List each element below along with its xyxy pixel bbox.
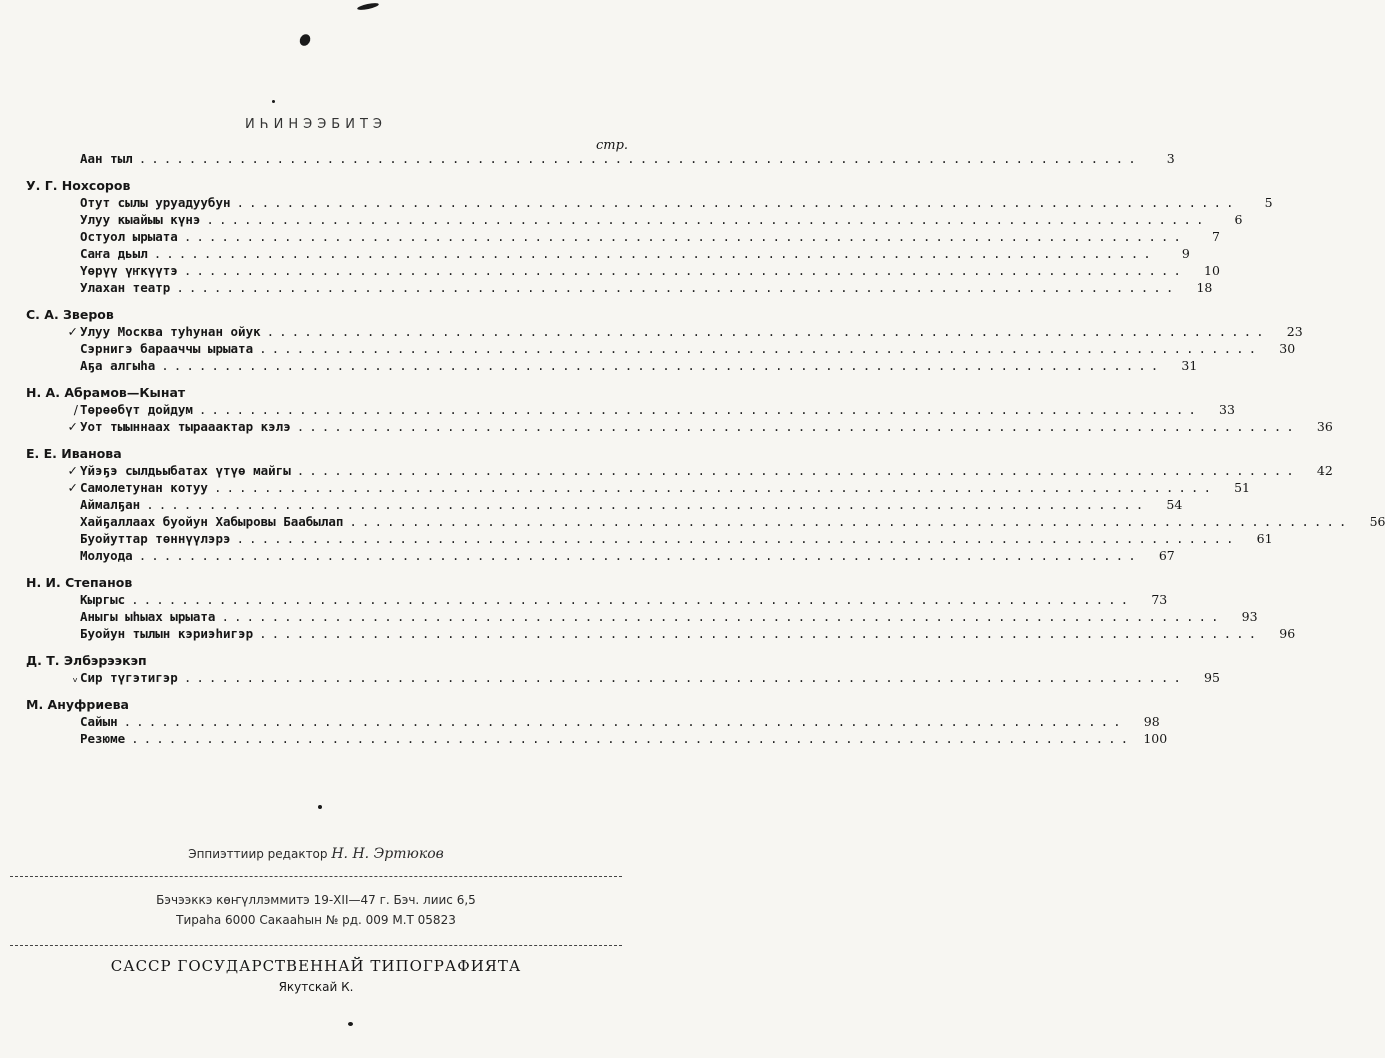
toc-author: С. А. Зверов [26,307,114,322]
page-column-label: стр. [596,138,629,153]
dot-leader: ................................................................................ [198,402,1201,417]
imprint-line-2: Тираһа 6000 Сакааһын № рд. 009 М.Т 05823 [176,913,456,927]
handwritten-check-mark: / [73,402,78,417]
printer-name: САССР ГОСУДАРСТВЕННАЙ ТИПОГРАФИЯТА [110,957,522,975]
toc-entry [26,591,1168,608]
toc-entry-page: 10 [1204,263,1220,278]
toc-entry [26,245,1190,262]
toc-author: Е. Е. Иванова [26,446,122,461]
toc-entry [26,496,1183,513]
toc-entry-page: 7 [1211,229,1220,244]
toc-entry [26,608,1258,625]
toc-author: Д. Т. Элбэрээкэп [26,653,147,668]
toc-entry-title: Сайын [80,714,118,729]
toc-entry [26,228,1220,245]
dot-leader: ................................................................................ [176,280,1179,295]
toc-entry [26,418,1333,435]
handwritten-check-mark: ✓ [67,419,78,434]
toc-entry-page: 31 [1181,358,1198,373]
dot-leader: ................................................................................ [138,151,1141,166]
toc-entry [26,669,1220,686]
handwritten-check-mark: ᵥ [72,670,78,685]
toc-entry-title: Буойун тылын кэриэһигэр [80,626,254,641]
ink-speck [298,32,313,47]
dot-leader: ................................................................................ [131,731,1134,746]
toc-entry-page: 67 [1158,548,1175,563]
toc-group [26,177,1273,296]
toc-entry-page: 56 [1369,514,1385,529]
ink-speck [318,805,322,809]
dot-leader: ................................................................................ [138,548,1141,563]
toc-entry-title: Резюме [80,731,126,746]
divider [10,876,622,877]
dot-leader: ................................................................................ [296,463,1299,478]
editor-label: Эппиэттиир редактор [188,847,328,861]
handwritten-check-mark: ✓ [67,463,78,478]
dot-leader: ................................................................................ [206,212,1209,227]
toc-entry-title: Сир түгэтигэр [80,670,178,685]
toc-entry [26,340,1296,357]
toc-group [26,696,1168,747]
toc-entry-title: Кыргыс [80,592,126,607]
toc-entry-title: Уот тыыннаах тырааактар кэлэ [80,419,291,434]
toc-entry-title: Самолетунан котуу [80,480,208,495]
toc-entry [26,547,1175,564]
toc-author: У. Г. Нохсоров [26,178,131,193]
toc-entry [26,211,1243,228]
toc-author: Н. А. Абрамов—Кынат [26,385,186,400]
toc-entry [26,530,1273,547]
divider [10,945,622,946]
ink-speck [272,100,275,103]
toc-entry-title: Үөрүү үҥкүүтэ [80,263,178,278]
dot-leader: ................................................................................ [236,195,1239,210]
ink-speck [357,2,380,11]
dot-leader: ................................................................................ [221,609,1224,624]
toc-entry [26,150,1175,167]
dot-leader: ................................................................................ [183,670,1186,685]
toc-entry [26,279,1213,296]
toc-entry-title: Аныгы ыһыах ырыата [80,609,216,624]
toc-entry-title: Саҥа дьыл [80,246,148,261]
toc-entry-title: Хайҕаллаах буойун Хабыровы Баабылап [80,514,344,529]
dot-leader: ................................................................................ [236,531,1239,546]
printer-city: Якутскай К. [278,980,354,994]
dot-leader: ................................................................................ [259,626,1262,641]
dot-leader: ................................................................................ [213,480,1216,495]
dot-leader: ................................................................................ [123,714,1126,729]
toc-entry [26,713,1160,730]
ink-speck [348,1022,353,1026]
dot-leader: ................................................................................ [131,592,1134,607]
toc-entry [26,194,1273,211]
toc-author: М. Ануфриева [26,697,129,712]
toc-entry-title: Аан тыл [80,151,133,166]
toc-entry-page: 23 [1286,324,1303,339]
toc-group [26,384,1333,435]
toc-entry-title: Остуол ырыата [80,229,178,244]
toc-entry [26,323,1303,340]
toc-entry-page: 36 [1316,419,1333,434]
dot-leader: ................................................................................ [296,419,1299,434]
imprint-line-1: Бэчээккэ көҥүллэммитэ 19-ХII—47 г. Бэч. лиис 6,5 [156,893,476,907]
toc-entry-title: Сэрнигэ барааччы ырыата [80,341,254,356]
toc-title: ИҺИНЭЭБИТЭ [245,117,387,132]
dot-leader: ................................................................................ [266,324,1269,339]
toc-entry-page: 93 [1241,609,1258,624]
toc-group [26,445,1385,564]
toc-entry-title: Улуу Москва туһунан ойук [80,324,261,339]
toc-entry [26,462,1333,479]
dot-leader: ................................................................................ [349,514,1352,529]
toc-entry-page: 61 [1256,531,1273,546]
toc-entry-title: Отут сылы уруадуубун [80,195,231,210]
handwritten-check-mark: ✓ [67,480,78,495]
toc-group [26,150,1175,167]
toc-entry [26,479,1250,496]
toc-entry-page: 18 [1196,280,1213,295]
dot-leader: ................................................................................ [153,246,1156,261]
toc-entry-page: 6 [1234,212,1243,227]
toc-entry-title: Үйэҕэ сылдьыбатах үтүө майгы [80,463,291,478]
dot-leader: ................................................................................ [259,341,1262,356]
toc-entry-page: 95 [1204,670,1220,685]
toc-entry-title: Төрөөбүт дойдум [80,402,193,417]
toc-entry [26,262,1220,279]
handwritten-check-mark: ✓ [67,324,78,339]
toc-entry-title: Аймалҕан [80,497,141,512]
toc-entry [26,625,1296,642]
toc-author: Н. И. Степанов [26,575,133,590]
toc-entry-page: 96 [1279,626,1296,641]
toc-group [26,574,1296,642]
toc-group [26,652,1220,686]
toc-entry-page: 98 [1143,714,1160,729]
dot-leader: ................................................................................ [146,497,1149,512]
toc-entry-page: 42 [1316,463,1333,478]
dot-leader: ................................................................................ [161,358,1164,373]
toc-entry [26,513,1385,530]
toc-entry-title: Улахан театр [80,280,171,295]
toc-entry-title: Аҕа алгыһа [80,358,156,373]
toc-entry-page: 9 [1181,246,1190,261]
toc-entry-page: 54 [1166,497,1183,512]
toc-group [26,306,1303,374]
table-of-contents [26,150,1385,757]
toc-entry [26,401,1235,418]
toc-entry-page: 100 [1143,731,1168,746]
dot-leader: ................................................................................ [183,229,1186,244]
toc-entry-title: Буойуттар төннүүлэрэ [80,531,231,546]
toc-entry-page: 73 [1151,592,1168,607]
dot-leader: ................................................................................ [183,263,1186,278]
toc-entry-page: 3 [1166,151,1175,166]
toc-entry-page: 30 [1279,341,1296,356]
toc-entry-page: 33 [1219,402,1235,417]
toc-entry [26,357,1198,374]
editor-credit [0,846,632,862]
toc-entry-page: 5 [1264,195,1273,210]
editor-name: Н. Н. Эртюков [331,846,444,862]
toc-entry [26,730,1168,747]
toc-entry-title: Молуода [80,548,133,563]
toc-entry-page: 51 [1234,480,1250,495]
toc-entry-title: Улуу кыайыы күнэ [80,212,201,227]
